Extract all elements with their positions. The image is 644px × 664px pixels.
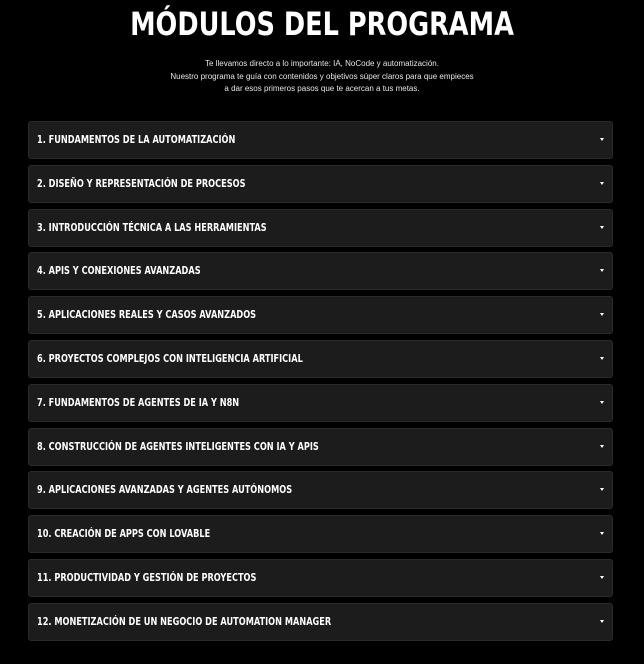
chevron-down-icon	[600, 401, 604, 404]
accordion-item-label: 8. CONSTRUCCIÓN DE AGENTES INTELIGENTES CON IA Y APIS	[37, 440, 319, 453]
subtitle-line: a dar esos primeros pasos que te acercan a tus metas.	[224, 84, 420, 93]
page-title: MÓDULOS DEL PROGRAMA	[130, 5, 514, 43]
accordion-item-module-2[interactable]	[28, 165, 613, 203]
accordion-item-label: 1. FUNDAMENTOS DE LA AUTOMATIZACIÓN	[37, 134, 236, 146]
chevron-down-icon	[600, 576, 604, 579]
accordion-item-label: 3. INTRODUCCIÓN TÉCNICA A LAS HERRAMIENTAS	[37, 221, 267, 234]
accordion-item-label: 9. APLICACIONES AVANZADAS Y AGENTES AUTÓNOMOS	[37, 484, 293, 497]
accordion-item-label: 2. DISEÑO Y REPRESENTACIÓN DE PROCESOS	[37, 177, 246, 190]
accordion-item-label: 7. FUNDAMENTOS DE AGENTES DE IA Y N8N	[37, 396, 240, 409]
accordion-item-module-7[interactable]	[28, 384, 613, 422]
chevron-down-icon	[600, 357, 604, 360]
accordion-item-module-9[interactable]	[28, 471, 613, 509]
accordion-item-label: 12. MONETIZACIÓN DE UN NEGOCIO DE AUTOMATION MANAGER	[37, 615, 332, 628]
accordion-item-module-4[interactable]	[28, 252, 613, 290]
chevron-down-icon	[600, 182, 604, 185]
accordion-item-label: 11. PRODUCTIVIDAD Y GESTIÓN DE PROYECTOS	[37, 571, 257, 584]
subtitle-line: Nuestro programa te guía con contenidos y objetivos súper claros para que empieces	[170, 71, 474, 81]
modules-accordion	[28, 121, 613, 647]
accordion-item-label: 4. APIS Y CONEXIONES AVANZADAS	[37, 265, 201, 278]
accordion-item-module-11[interactable]	[28, 559, 613, 597]
chevron-down-icon	[600, 313, 604, 316]
accordion-item-label: 5. APLICACIONES REALES Y CASOS AVANZADOS	[37, 309, 257, 322]
accordion-item-module-8[interactable]	[28, 428, 613, 466]
accordion-item-label: 10. CREACIÓN DE APPS CON LOVABLE	[37, 528, 211, 541]
accordion-item-module-3[interactable]	[28, 209, 613, 247]
accordion-item-module-10[interactable]	[28, 515, 613, 553]
chevron-down-icon	[600, 269, 604, 272]
subtitle-line: Te llevamos directo a lo importante: IA, NoCode y automatización.	[205, 59, 439, 68]
accordion-item-module-5[interactable]	[28, 296, 613, 334]
chevron-down-icon	[600, 138, 604, 141]
accordion-item-label: 6. PROYECTOS COMPLEJOS CON INTELIGENCIA ARTIFICIAL	[37, 352, 303, 365]
page-subtitle	[0, 58, 644, 96]
accordion-item-module-12[interactable]	[28, 603, 613, 641]
accordion-item-module-1[interactable]	[28, 121, 613, 159]
chevron-down-icon	[600, 226, 604, 229]
chevron-down-icon	[600, 445, 604, 448]
chevron-down-icon	[600, 620, 604, 623]
chevron-down-icon	[600, 488, 604, 491]
chevron-down-icon	[600, 532, 604, 535]
accordion-item-module-6[interactable]	[28, 340, 613, 378]
